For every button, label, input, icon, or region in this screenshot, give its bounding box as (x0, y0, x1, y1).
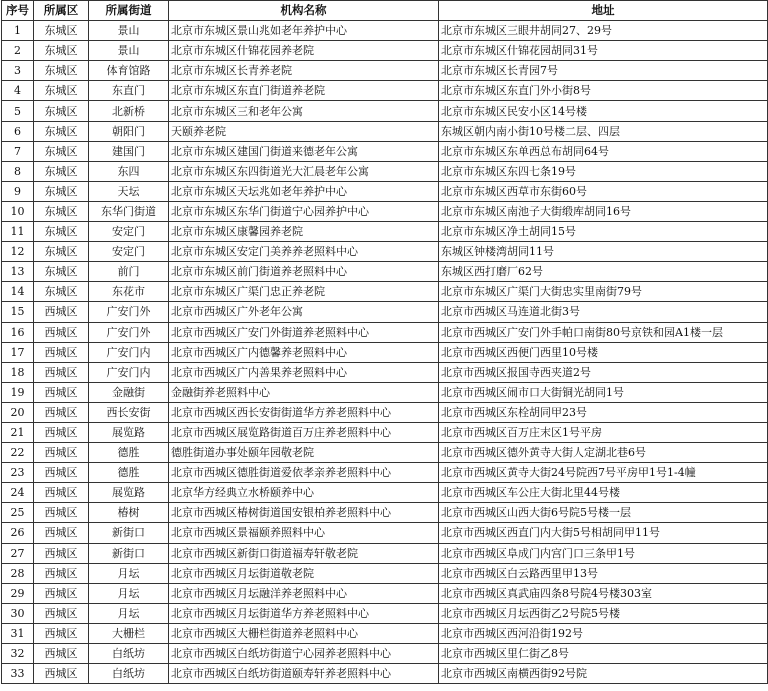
cell-district: 东城区 (34, 242, 89, 262)
cell-institution-name: 天颐养老院 (169, 121, 439, 141)
table-row (2, 664, 768, 684)
cell-street: 展览路 (89, 422, 169, 442)
cell-district: 西城区 (34, 463, 89, 483)
cell-institution-name: 北京市西城区广内德馨养老照料中心 (169, 342, 439, 362)
cell-institution-name: 金融街养老照料中心 (169, 382, 439, 402)
cell-street: 广安门外 (89, 302, 169, 322)
cell-street: 体育馆路 (89, 61, 169, 81)
cell-address: 北京市东城区什锦花园胡同31号 (439, 41, 768, 61)
cell-institution-name: 北京市东城区广渠门忠正养老院 (169, 282, 439, 302)
cell-address: 北京市东城区西草市东街60号 (439, 181, 768, 201)
cell-address: 东城区西打磨厂62号 (439, 262, 768, 282)
cell-street: 大栅栏 (89, 623, 169, 643)
cell-street: 广安门外 (89, 322, 169, 342)
cell-institution-name: 北京市西城区新街口街道福寿轩敬老院 (169, 543, 439, 563)
cell-institution-name: 北京市西城区月坛融洋养老照料中心 (169, 583, 439, 603)
cell-index: 13 (2, 262, 34, 282)
table-row (2, 362, 768, 382)
cell-address: 北京市东城区民安小区14号楼 (439, 101, 768, 121)
cell-street: 德胜 (89, 463, 169, 483)
cell-address: 北京市东城区三眼井胡同27、29号 (439, 21, 768, 41)
cell-address: 北京市西城区里仁街乙8号 (439, 644, 768, 664)
cell-district: 东城区 (34, 81, 89, 101)
table-row (2, 201, 768, 221)
cell-street: 新街口 (89, 523, 169, 543)
cell-district: 西城区 (34, 563, 89, 583)
cell-district: 东城区 (34, 282, 89, 302)
table-row (2, 242, 768, 262)
cell-institution-name: 北京市西城区月坛街道华方养老照料中心 (169, 603, 439, 623)
cell-address: 北京市东城区东四七条19号 (439, 161, 768, 181)
cell-district: 东城区 (34, 141, 89, 161)
table-row (2, 322, 768, 342)
cell-street: 天坛 (89, 181, 169, 201)
cell-index: 10 (2, 201, 34, 221)
cell-index: 27 (2, 543, 34, 563)
cell-address: 北京市西城区黄寺大街24号院西7号平房甲1号1-4幢 (439, 463, 768, 483)
table-row (2, 61, 768, 81)
cell-street: 新街口 (89, 543, 169, 563)
cell-street: 白纸坊 (89, 664, 169, 684)
cell-district: 西城区 (34, 644, 89, 664)
cell-district: 东城区 (34, 201, 89, 221)
cell-address: 北京市西城区百万庄末区1号平房 (439, 422, 768, 442)
table-row (2, 302, 768, 322)
table-row (2, 644, 768, 664)
cell-street: 安定门 (89, 242, 169, 262)
cell-address: 北京市东城区南池子大街缎库胡同16号 (439, 201, 768, 221)
cell-street: 安定门 (89, 222, 169, 242)
cell-index: 33 (2, 664, 34, 684)
cell-index: 23 (2, 463, 34, 483)
cell-index: 9 (2, 181, 34, 201)
cell-district: 东城区 (34, 41, 89, 61)
cell-index: 32 (2, 644, 34, 664)
cell-street: 月坛 (89, 583, 169, 603)
cell-address: 北京市西城区西河沿街192号 (439, 623, 768, 643)
cell-institution-name: 北京市西城区白纸坊街道颐寿轩养老照料中心 (169, 664, 439, 684)
cell-street: 东花市 (89, 282, 169, 302)
cell-institution-name: 北京市西城区广内善果养老照料中心 (169, 362, 439, 382)
cell-institution-name: 北京市西城区月坛街道敬老院 (169, 563, 439, 583)
cell-index: 16 (2, 322, 34, 342)
cell-index: 15 (2, 302, 34, 322)
cell-institution-name: 北京市西城区椿树街道国安银柏养老照料中心 (169, 503, 439, 523)
cell-street: 前门 (89, 262, 169, 282)
cell-institution-name: 北京市东城区东华门街道宁心园养护中心 (169, 201, 439, 221)
cell-address: 北京市西城区阜成门内宫门口三条甲1号 (439, 543, 768, 563)
cell-street: 月坛 (89, 563, 169, 583)
table-body (2, 21, 768, 684)
cell-institution-name: 北京市东城区建国门街道来德老年公寓 (169, 141, 439, 161)
cell-institution-name: 北京市东城区天坛兆如老年养护中心 (169, 181, 439, 201)
cell-district: 西城区 (34, 382, 89, 402)
cell-address: 北京市西城区德外黄寺大街人定湖北巷6号 (439, 443, 768, 463)
cell-district: 西城区 (34, 623, 89, 643)
cell-institution-name: 北京市西城区广安门外街道养老照料中心 (169, 322, 439, 342)
cell-address: 北京市东城区东单西总布胡同64号 (439, 141, 768, 161)
cell-district: 东城区 (34, 121, 89, 141)
cell-address: 北京市西城区西便门西里10号楼 (439, 342, 768, 362)
cell-index: 12 (2, 242, 34, 262)
cell-district: 西城区 (34, 443, 89, 463)
cell-street: 东华门街道 (89, 201, 169, 221)
cell-institution-name: 北京市西城区广外老年公寓 (169, 302, 439, 322)
cell-street: 朝阳门 (89, 121, 169, 141)
cell-street: 广安门内 (89, 342, 169, 362)
cell-street: 月坛 (89, 603, 169, 623)
header-district: 所属区 (34, 1, 89, 21)
table-row (2, 21, 768, 41)
cell-index: 24 (2, 483, 34, 503)
cell-district: 西城区 (34, 523, 89, 543)
table-row (2, 463, 768, 483)
cell-institution-name: 北京市东城区长青养老院 (169, 61, 439, 81)
table-row (2, 583, 768, 603)
cell-index: 26 (2, 523, 34, 543)
cell-index: 5 (2, 101, 34, 121)
cell-index: 2 (2, 41, 34, 61)
cell-district: 西城区 (34, 664, 89, 684)
header-index: 序号 (2, 1, 34, 21)
cell-street: 景山 (89, 21, 169, 41)
cell-district: 西城区 (34, 322, 89, 342)
cell-index: 19 (2, 382, 34, 402)
cell-institution-name: 北京市东城区康馨园养老院 (169, 222, 439, 242)
table-row (2, 222, 768, 242)
cell-index: 31 (2, 623, 34, 643)
cell-index: 8 (2, 161, 34, 181)
header-address: 地址 (439, 1, 768, 21)
cell-district: 西城区 (34, 503, 89, 523)
cell-district: 东城区 (34, 262, 89, 282)
header-row (2, 1, 768, 21)
table-row (2, 382, 768, 402)
cell-index: 7 (2, 141, 34, 161)
cell-institution-name: 北京市东城区东直门街道养老院 (169, 81, 439, 101)
cell-district: 东城区 (34, 101, 89, 121)
cell-institution-name: 北京市西城区大栅栏街道养老照料中心 (169, 623, 439, 643)
cell-district: 东城区 (34, 61, 89, 81)
cell-address: 东城区朝内南小街10号楼二层、四层 (439, 121, 768, 141)
cell-address: 北京市西城区山西大街6号院5号楼一层 (439, 503, 768, 523)
cell-street: 景山 (89, 41, 169, 61)
cell-street: 金融街 (89, 382, 169, 402)
cell-district: 西城区 (34, 603, 89, 623)
table-row (2, 141, 768, 161)
cell-address: 北京市西城区真武庙四条8号院4号楼303室 (439, 583, 768, 603)
table-row (2, 422, 768, 442)
cell-district: 西城区 (34, 302, 89, 322)
cell-index: 25 (2, 503, 34, 523)
cell-address: 北京市西城区车公庄大街北里44号楼 (439, 483, 768, 503)
table-row (2, 443, 768, 463)
cell-address: 北京市东城区长青园7号 (439, 61, 768, 81)
cell-address: 北京市西城区西直门内大街5号相胡同甲11号 (439, 523, 768, 543)
cell-institution-name: 北京市西城区景福颐养照料中心 (169, 523, 439, 543)
cell-institution-name: 北京市西城区展览路街道百万庄养老照料中心 (169, 422, 439, 442)
cell-index: 22 (2, 443, 34, 463)
table-row (2, 603, 768, 623)
cell-index: 4 (2, 81, 34, 101)
table-row (2, 181, 768, 201)
cell-street: 北新桥 (89, 101, 169, 121)
cell-street: 广安门内 (89, 362, 169, 382)
table-row (2, 483, 768, 503)
cell-street: 白纸坊 (89, 644, 169, 664)
cell-district: 西城区 (34, 402, 89, 422)
cell-district: 西城区 (34, 483, 89, 503)
header-institution-name: 机构名称 (169, 1, 439, 21)
cell-index: 30 (2, 603, 34, 623)
cell-index: 14 (2, 282, 34, 302)
cell-district: 东城区 (34, 21, 89, 41)
cell-index: 28 (2, 563, 34, 583)
cell-street: 德胜 (89, 443, 169, 463)
cell-institution-name: 北京市东城区什锦花园养老院 (169, 41, 439, 61)
cell-address: 北京市东城区广渠门大街忠实里南街79号 (439, 282, 768, 302)
cell-address: 北京市西城区广安门外手帕口南街80号京铁和园A1楼一层 (439, 322, 768, 342)
care-institutions-table (1, 0, 768, 684)
cell-address: 北京市东城区净土胡同15号 (439, 222, 768, 242)
cell-street: 展览路 (89, 483, 169, 503)
cell-index: 1 (2, 21, 34, 41)
table-row (2, 81, 768, 101)
cell-index: 3 (2, 61, 34, 81)
cell-index: 21 (2, 422, 34, 442)
cell-index: 17 (2, 342, 34, 362)
cell-index: 18 (2, 362, 34, 382)
cell-address: 北京市西城区南横西街92号院 (439, 664, 768, 684)
table-row (2, 523, 768, 543)
cell-address: 北京市西城区月坛西街乙2号院5号楼 (439, 603, 768, 623)
cell-address: 北京市西城区马连道北街3号 (439, 302, 768, 322)
table-row (2, 282, 768, 302)
cell-district: 西城区 (34, 422, 89, 442)
cell-index: 6 (2, 121, 34, 141)
table-row (2, 563, 768, 583)
table-row (2, 41, 768, 61)
cell-address: 北京市西城区闹市口大街铜光胡同1号 (439, 382, 768, 402)
cell-index: 29 (2, 583, 34, 603)
table-row (2, 101, 768, 121)
cell-index: 11 (2, 222, 34, 242)
cell-district: 西城区 (34, 583, 89, 603)
cell-address: 东城区钟楼湾胡同11号 (439, 242, 768, 262)
cell-street: 东四 (89, 161, 169, 181)
cell-index: 20 (2, 402, 34, 422)
cell-street: 西长安街 (89, 402, 169, 422)
cell-district: 西城区 (34, 362, 89, 382)
cell-institution-name: 北京市东城区东四街道光大汇晨老年公寓 (169, 161, 439, 181)
table-row (2, 342, 768, 362)
table-row (2, 161, 768, 181)
cell-institution-name: 北京市东城区安定门美养养老照料中心 (169, 242, 439, 262)
cell-address: 北京市西城区东栓胡同甲23号 (439, 402, 768, 422)
cell-address: 北京市西城区报国寺西夹道2号 (439, 362, 768, 382)
cell-institution-name: 北京华方经典立水桥颐养中心 (169, 483, 439, 503)
table-row (2, 503, 768, 523)
cell-street: 椿树 (89, 503, 169, 523)
cell-address: 北京市东城区东直门外小街8号 (439, 81, 768, 101)
table-row (2, 402, 768, 422)
cell-institution-name: 北京市东城区景山兆如老年养护中心 (169, 21, 439, 41)
cell-street: 东直门 (89, 81, 169, 101)
cell-institution-name: 北京市西城区德胜街道爱依孝亲养老照料中心 (169, 463, 439, 483)
cell-district: 东城区 (34, 181, 89, 201)
cell-institution-name: 北京市东城区三和老年公寓 (169, 101, 439, 121)
table-row (2, 262, 768, 282)
cell-institution-name: 北京市西城区白纸坊街道宁心园养老照料中心 (169, 644, 439, 664)
table-row (2, 543, 768, 563)
cell-address: 北京市西城区白云路西里甲13号 (439, 563, 768, 583)
cell-district: 西城区 (34, 342, 89, 362)
cell-district: 东城区 (34, 161, 89, 181)
cell-institution-name: 北京市东城区前门街道养老照料中心 (169, 262, 439, 282)
cell-institution-name: 北京市西城区西长安街街道华方养老照料中心 (169, 402, 439, 422)
cell-street: 建国门 (89, 141, 169, 161)
table-row (2, 121, 768, 141)
cell-institution-name: 德胜街道办事处颐年园敬老院 (169, 443, 439, 463)
cell-district: 西城区 (34, 543, 89, 563)
table-row (2, 623, 768, 643)
header-street: 所属街道 (89, 1, 169, 21)
cell-district: 东城区 (34, 222, 89, 242)
